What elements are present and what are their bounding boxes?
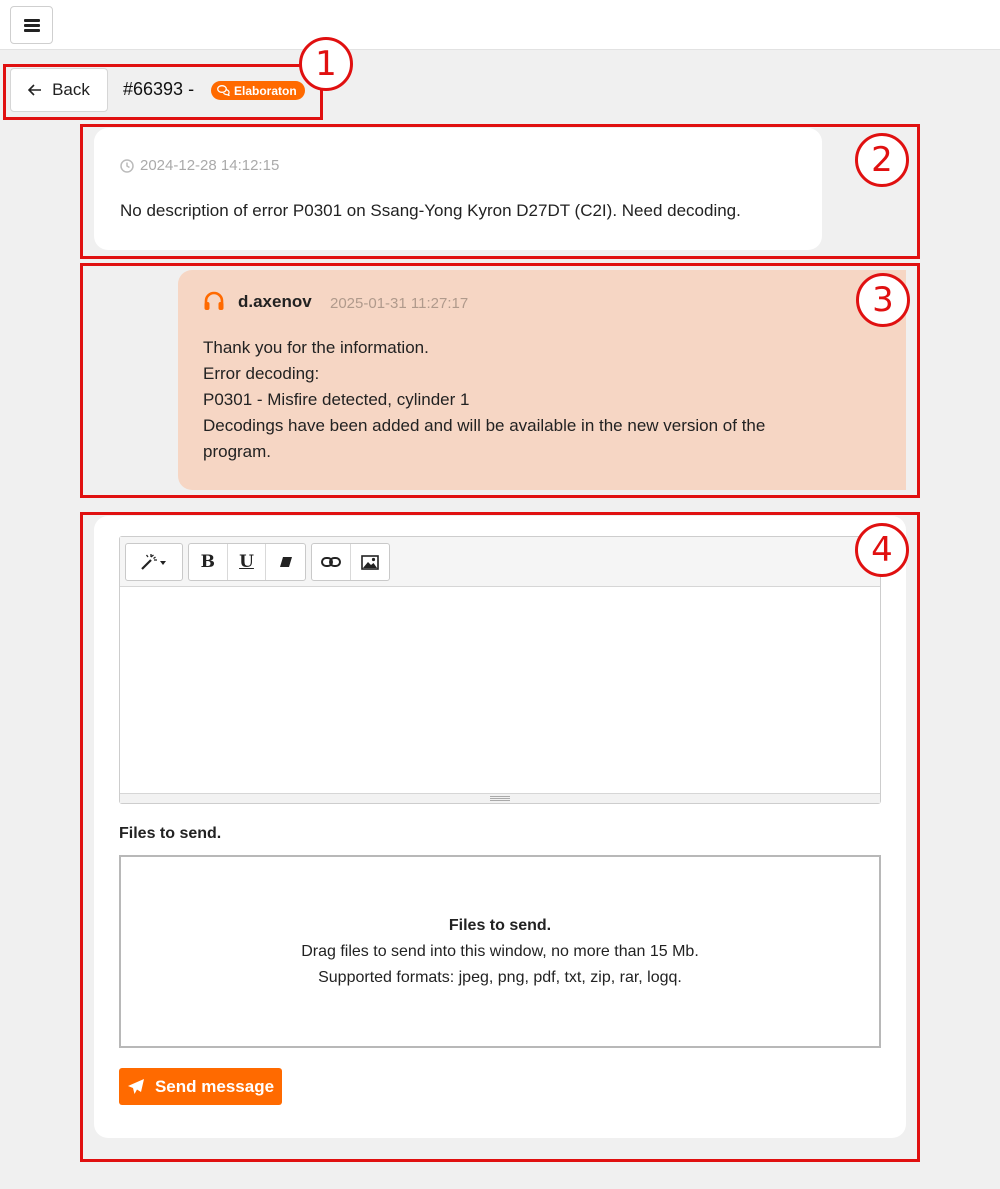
message-line: Error decoding: (203, 364, 320, 383)
message-line: Thank you for the information. (203, 338, 429, 357)
image-button[interactable] (351, 544, 390, 580)
message-input-area[interactable] (120, 587, 880, 794)
files-label: Files to send. (119, 825, 222, 842)
headset-icon (203, 290, 225, 314)
hamburger-icon (24, 19, 40, 31)
message-body (120, 198, 741, 224)
author-name: d.axenov (238, 292, 312, 311)
bold-button[interactable]: B (189, 544, 228, 580)
send-message-button[interactable] (119, 1068, 282, 1105)
style-group (125, 543, 183, 581)
message-line: No description of error P0301 on Ssang-Yong Kyron D27DT (C2I). Need decoding. (120, 201, 741, 220)
dropzone-hint: Drag files to send into this window, no more than 15 Mb. (301, 942, 699, 960)
ticket-title: #66393 - (123, 79, 195, 99)
dropzone-formats: Supported formats: jpeg, png, pdf, txt, zip, rar, logq. (318, 968, 682, 986)
message-timestamp: 2025-01-31 11:27:17 (330, 295, 469, 312)
message-timestamp (120, 157, 279, 174)
status-badge (211, 81, 305, 100)
chat-bubbles-icon (217, 85, 230, 96)
message-body (203, 335, 883, 465)
reply-composer (94, 516, 906, 1138)
annotation-marker: 3 (856, 273, 910, 327)
timestamp-text: 2024-12-28 14:12:15 (140, 157, 280, 174)
link-icon (321, 556, 341, 568)
grip-icon (490, 796, 510, 801)
eraser-icon (279, 556, 293, 568)
eraser-button[interactable] (266, 544, 305, 580)
send-label: Send message (154, 1076, 275, 1096)
status-badge-label: Elaboraton (234, 83, 297, 98)
magic-wand-dropdown[interactable] (126, 544, 182, 580)
underline-button[interactable]: U (228, 544, 267, 580)
arrow-left-icon (28, 84, 42, 96)
dropzone-title: Files to send. (448, 916, 552, 934)
link-button[interactable] (312, 544, 351, 580)
message-line: program. (203, 442, 272, 461)
format-group (188, 543, 306, 581)
file-dropzone[interactable] (119, 855, 881, 1048)
back-button[interactable] (10, 68, 108, 112)
annotation-marker: 4 (855, 523, 909, 577)
annotation-marker: 2 (855, 133, 909, 187)
image-icon (361, 555, 379, 570)
support-reply (178, 270, 906, 490)
editor-resize-handle[interactable] (120, 793, 880, 803)
insert-group (311, 543, 390, 581)
clock-icon (120, 159, 134, 173)
customer-message (94, 128, 822, 250)
editor-toolbar (120, 537, 880, 587)
rich-text-editor (119, 536, 881, 804)
message-line: Decodings have been added and will be available in the new version of the (203, 416, 766, 435)
top-bar (0, 0, 1000, 50)
paper-plane-icon (127, 1078, 145, 1095)
menu-button[interactable] (10, 6, 53, 44)
annotation-marker: 1 (299, 37, 353, 91)
magic-wand-icon (140, 553, 168, 571)
message-line: P0301 - Misfire detected, cylinder 1 (203, 390, 470, 409)
back-label: Back (52, 80, 90, 99)
